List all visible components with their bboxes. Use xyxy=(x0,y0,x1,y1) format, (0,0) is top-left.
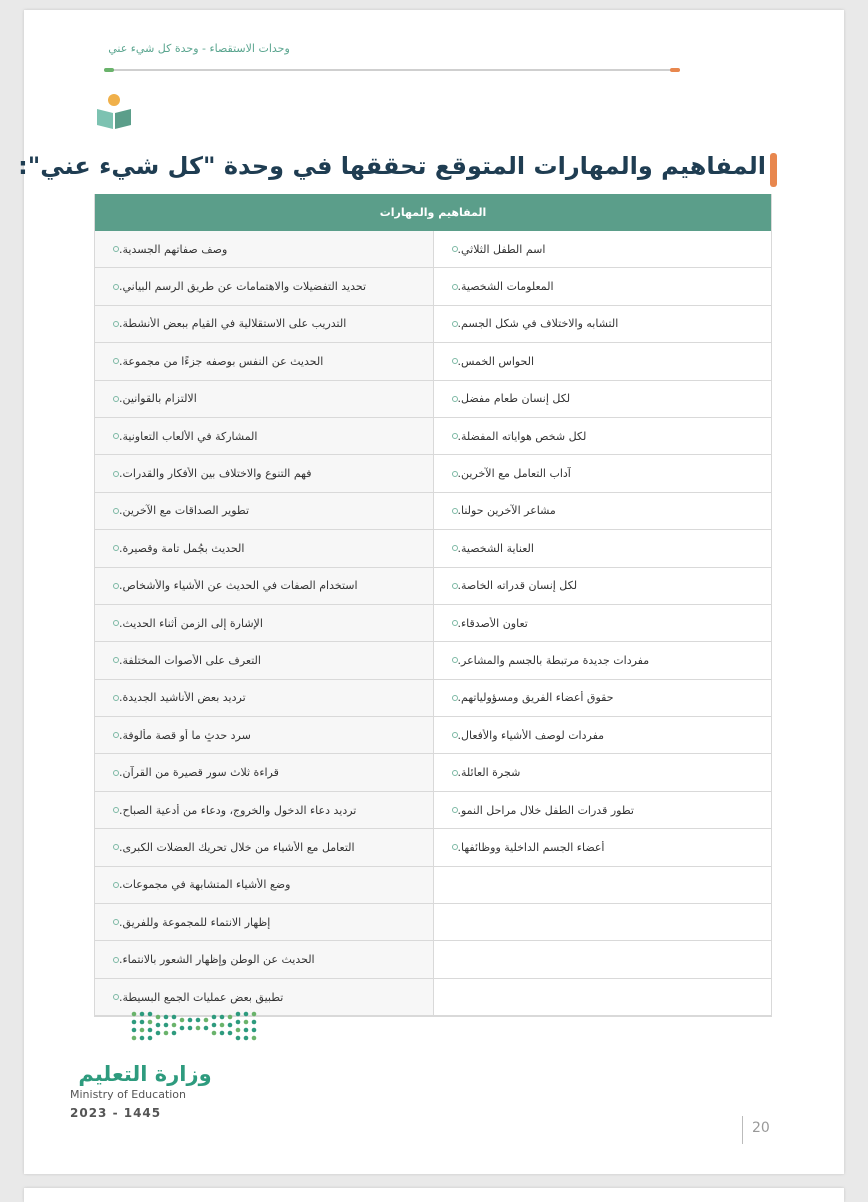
concepts-skills-table xyxy=(94,194,772,1017)
cell-text: لكل إنسان قدراته الخاصة. xyxy=(457,579,578,593)
bullet-icon xyxy=(452,284,458,290)
page-number-divider xyxy=(742,1116,743,1144)
cell-text: مشاعر الآخرين حولنا. xyxy=(457,504,556,518)
cell-text: لكل شخص هواياته المفضلة. xyxy=(457,429,587,443)
table-cell xyxy=(434,493,772,530)
table-cell xyxy=(95,343,433,380)
bullet-icon xyxy=(452,844,458,850)
cell-text: الحديث عن النفس بوصفه جزءًا من مجموعة. xyxy=(119,354,324,368)
header-divider-orange-cap xyxy=(670,68,680,72)
table-cell xyxy=(95,455,433,492)
table-cell xyxy=(434,605,772,642)
table-cell xyxy=(434,680,772,717)
table-header: المفاهيم والمهارات xyxy=(95,194,771,231)
bullet-icon xyxy=(452,396,458,402)
table-cell xyxy=(95,754,433,791)
bullet-icon xyxy=(452,358,458,364)
bullet-icon xyxy=(113,695,119,701)
table-cell xyxy=(434,867,772,904)
ministry-logo-dots-icon xyxy=(130,1010,260,1050)
table-cell xyxy=(95,904,433,941)
cell-text: إظهار الانتماء للمجموعة وللفريق. xyxy=(119,915,271,929)
bullet-icon xyxy=(113,770,119,776)
header-divider-green-cap xyxy=(104,68,114,72)
ministry-year: 2023 - 1445 xyxy=(70,1106,162,1120)
table-cell xyxy=(434,306,772,343)
table-cell xyxy=(95,642,433,679)
table-column-right xyxy=(433,231,772,1016)
table-column-left xyxy=(95,231,433,1016)
table-cell xyxy=(434,530,772,567)
cell-text: استخدام الصفات في الحديث عن الأشياء والأشخاص. xyxy=(119,579,358,593)
table-cell xyxy=(95,829,433,866)
table-cell xyxy=(434,568,772,605)
bullet-icon xyxy=(113,471,119,477)
bullet-icon xyxy=(452,807,458,813)
cell-text: تطوير الصداقات مع الآخرين. xyxy=(119,504,250,518)
title-accent-bar xyxy=(770,153,777,187)
bullet-icon xyxy=(113,396,119,402)
cell-text: مفردات لوصف الأشياء والأفعال. xyxy=(457,728,605,742)
cell-text: مفردات جديدة مرتبطة بالجسم والمشاعر. xyxy=(457,653,650,667)
bullet-icon xyxy=(452,508,458,514)
cell-text: العناية الشخصية. xyxy=(457,541,534,555)
bullet-icon xyxy=(452,321,458,327)
cell-text: تطور قدرات الطفل خلال مراحل النمو. xyxy=(457,803,634,817)
cell-text: تعاون الأصدقاء. xyxy=(457,616,528,630)
table-cell xyxy=(434,941,772,978)
cell-text: الالتزام بالقوانين. xyxy=(119,392,197,406)
ministry-name-english: Ministry of Education xyxy=(70,1088,187,1101)
page-title: المفاهيم والمهارات المتوقع تحققها في وحدة "كل شيء عني": xyxy=(18,152,766,180)
table-cell xyxy=(434,418,772,455)
bullet-icon xyxy=(113,807,119,813)
table-cell xyxy=(95,717,433,754)
bullet-icon xyxy=(113,321,119,327)
bullet-icon xyxy=(113,583,119,589)
bullet-icon xyxy=(452,545,458,551)
table-cell xyxy=(434,231,772,268)
cell-text: اسم الطفل الثلاثي. xyxy=(457,242,546,256)
cell-text: شجرة العائلة. xyxy=(457,766,521,780)
cell-text: حقوق أعضاء الفريق ومسؤولياتهم. xyxy=(457,691,614,705)
cell-text: سرد حدثٍ ما أو قصة مألوفة. xyxy=(119,728,251,742)
cell-text: ترديد دعاء الدخول والخروج، ودعاء من أدعية الصباح. xyxy=(119,803,357,817)
cell-text: الحديث بجُمل تامة وقصيرة. xyxy=(119,541,245,555)
bullet-icon xyxy=(452,433,458,439)
cell-text: وضع الأشياء المتشابهة في مجموعات. xyxy=(119,878,291,892)
cell-text: فهم التنوع والاختلاف بين الأفكار والقدرات. xyxy=(119,467,312,481)
table-cell xyxy=(434,642,772,679)
cell-text: ترديد بعض الأناشيد الجديدة. xyxy=(119,691,246,705)
cell-text: قراءة ثلاث سور قصيرة من القرآن. xyxy=(119,766,279,780)
cell-text: الإشارة إلى الزمن أثناء الحديث. xyxy=(119,616,263,630)
cell-text: التدريب على الاستقلالية في القيام ببعض الأنشطة. xyxy=(119,317,347,331)
table-cell xyxy=(95,867,433,904)
bullet-icon xyxy=(452,246,458,252)
bullet-icon xyxy=(113,508,119,514)
bullet-icon xyxy=(452,471,458,477)
table-cell xyxy=(95,792,433,829)
cell-text: أعضاء الجسم الداخلية ووظائفها. xyxy=(457,840,605,854)
cell-text: التعامل مع الأشياء من خلال تحريك العضلات الكبرى. xyxy=(119,840,355,854)
table-cell xyxy=(434,381,772,418)
cell-text: التشابه والاختلاف في شكل الجسم. xyxy=(457,317,619,331)
table-cell xyxy=(95,568,433,605)
page-number: 20 xyxy=(752,1120,770,1136)
bullet-icon xyxy=(113,957,119,963)
table-cell xyxy=(95,231,433,268)
cell-text: وصف صفاتهم الجسدية. xyxy=(119,242,228,256)
table-cell xyxy=(434,455,772,492)
table-cell xyxy=(95,605,433,642)
table-cell xyxy=(434,754,772,791)
header-breadcrumb: وحدات الاستقصاء - وحدة كل شيء عني xyxy=(108,42,290,55)
table-cell xyxy=(434,268,772,305)
table-cell xyxy=(434,717,772,754)
table-cell xyxy=(434,979,772,1016)
cell-text: تحديد التفضيلات والاهتمامات عن طريق الرسم البياني. xyxy=(119,280,367,294)
table-cell xyxy=(95,418,433,455)
cell-text: آداب التعامل مع الآخرين. xyxy=(457,467,571,481)
cell-text: لكل إنسان طعام مفضل. xyxy=(457,392,571,406)
table-cell xyxy=(434,792,772,829)
table-cell xyxy=(434,904,772,941)
table-cell xyxy=(95,381,433,418)
bullet-icon xyxy=(113,284,119,290)
document-page xyxy=(18,10,844,1174)
table-cell xyxy=(95,268,433,305)
cell-text: الحواس الخمس. xyxy=(457,354,535,368)
reading-child-icon xyxy=(94,92,134,132)
cell-text: المشاركة في الألعاب التعاونية. xyxy=(119,429,258,443)
header-divider xyxy=(106,69,680,71)
table-cell xyxy=(95,941,433,978)
bullet-icon xyxy=(452,695,458,701)
bullet-icon xyxy=(452,770,458,776)
bullet-icon xyxy=(113,994,119,1000)
cell-text: الحديث عن الوطن وإظهار الشعور بالانتماء. xyxy=(119,953,315,967)
table-cell xyxy=(95,306,433,343)
cell-text: التعرف على الأصوات المختلفة. xyxy=(119,653,261,667)
table-cell xyxy=(95,493,433,530)
table-cell xyxy=(95,680,433,717)
ministry-name-arabic: وزارة التعليم xyxy=(78,1062,212,1086)
table-cell xyxy=(434,829,772,866)
bullet-icon xyxy=(452,620,458,626)
table-cell xyxy=(434,343,772,380)
table-cell xyxy=(95,530,433,567)
cell-text: تطبيق بعض عمليات الجمع البسيطة. xyxy=(119,990,284,1004)
bullet-icon xyxy=(452,583,458,589)
bullet-icon xyxy=(452,732,458,738)
bullet-icon xyxy=(113,882,119,888)
cell-text: المعلومات الشخصية. xyxy=(457,280,554,294)
